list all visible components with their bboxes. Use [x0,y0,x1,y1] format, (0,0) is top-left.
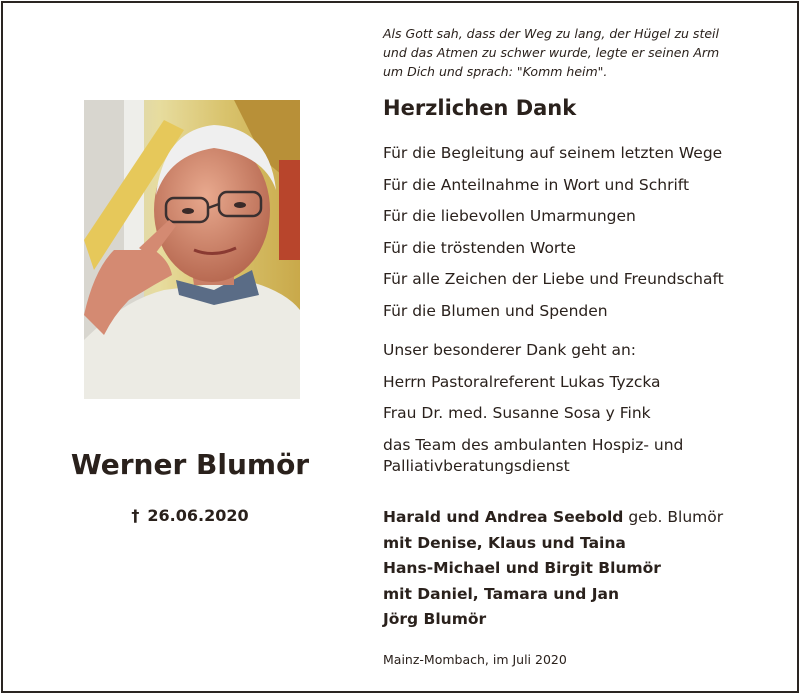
thanks-item: Für die tröstenden Worte [383,238,576,257]
thanks-heading: Herzlichen Dank [383,96,577,120]
family-name-bold: Harald und Andrea Seebold [383,508,624,526]
family-signatures [383,506,793,634]
quote-line: und das Atmen zu schwer wurde, legte er seinen Arm [383,45,720,60]
family-line [383,506,793,532]
special-thanks-intro: Unser besonderer Dank geht an: [383,341,636,359]
deceased-name: Werner Blumör [70,448,310,481]
family-line [383,583,793,609]
quote-line: um Dich und sprach: "Komm heim". [383,64,608,79]
quote-block [383,24,783,81]
special-thanks-recipient: Herrn Pastoralreferent Lukas Tyzcka [383,372,661,391]
thanks-item: Für die Begleitung auf seinem letzten Wege [383,144,723,162]
thanks-item: Für die Anteilnahme in Wort und Schrift [383,175,690,194]
team-line: Palliativberatungsdienst [383,456,570,475]
special-thanks-team [383,435,793,477]
thanks-list [383,140,793,330]
death-date: 26.06.2020 [147,506,249,525]
family-name-bold: Jörg Blumör [383,610,487,628]
family-name-suffix: geb. Blumör [623,508,724,526]
special-thanks-recipient: Frau Dr. med. Susanne Sosa y Fink [383,404,651,422]
family-line [383,557,793,583]
family-name-bold: mit Denise, Klaus und Taina [383,533,626,552]
quote-line: Als Gott sah, dass der Weg zu lang, der Hügel zu steil [383,26,719,41]
team-line: das Team des ambulanten Hospiz- und [383,435,684,454]
cross-icon: † [131,506,140,525]
thanks-item: Für die Blumen und Spenden [383,301,608,320]
portrait-photo [84,100,300,399]
death-date-line [40,506,340,525]
place-date: Mainz-Mombach, im Juli 2020 [383,652,567,667]
family-line [383,532,793,558]
thanks-item: Für die liebevollen Umarmungen [383,207,636,226]
family-name-bold: Hans-Michael und Birgit Blumör [383,559,661,577]
thanks-item: Für alle Zeichen der Liebe und Freundschaft [383,270,724,289]
special-thanks-block [383,340,793,477]
family-name-bold: mit Daniel, Tamara und Jan [383,584,620,603]
family-line [383,608,793,634]
